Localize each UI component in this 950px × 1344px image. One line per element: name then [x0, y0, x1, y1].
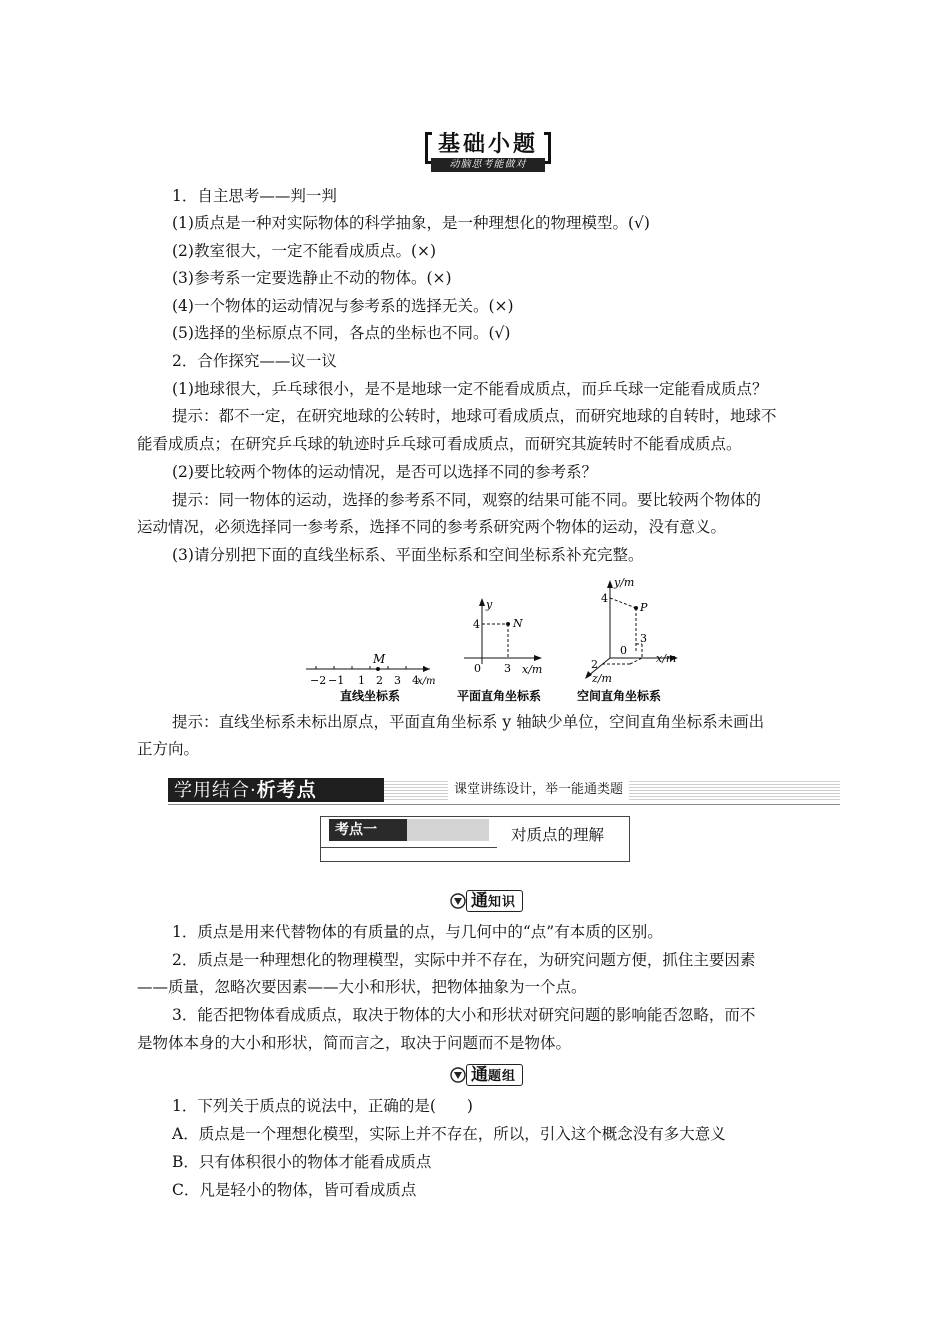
space-coordinate-figure — [577, 576, 678, 703]
plane-y-tick: 4 — [473, 618, 480, 631]
tong-group-badge — [450, 1064, 534, 1086]
plane-origin: 0 — [474, 662, 481, 675]
answer-1-line-2: 能看成质点；在研究乒乓球的轨迹时乒乓球可看成质点，而研究其旋转时不能看成质点。 — [137, 435, 742, 453]
question-3: (3)请分别把下面的直线坐标系、平面坐标系和空间坐标系补充完整。 — [172, 546, 644, 564]
answer-1-line-1: 提示：都不一定，在研究地球的公转时，地球可看成质点，而研究地球的自转时，地球不 — [172, 407, 777, 425]
judge-item-1: (1)质点是一种对实际物体的科学抽象，是一种理想化的物理模型。(√) — [172, 214, 650, 232]
knowledge-point-2-line-2: ——质量，忽略次要因素——大小和形状，把物体抽象为一个点。 — [137, 978, 587, 996]
knowledge-point-3-line-1: 3．能否把物体看成质点，取决于物体的大小和形状对研究问题的影响能否忽略，而不 — [172, 1006, 756, 1024]
line-tick-neg1: −1 — [328, 674, 345, 687]
tong-knowledge-small: 知识 — [488, 895, 517, 910]
knowledge-point-1: 1．质点是用来代替物体的有质量的点，与几何中的“点”有本质的区别。 — [172, 923, 663, 941]
plane-coordinate-figure — [457, 598, 542, 703]
banner-title-a: 学用结合· — [174, 780, 257, 801]
line-tick-2: 2 — [376, 674, 383, 687]
caption-line-coordinate: 直线坐标系 — [340, 689, 401, 703]
plane-x-label: x/m — [522, 663, 543, 676]
question-2: (2)要比较两个物体的运动情况，是否可以选择不同的参考系？ — [172, 463, 597, 481]
space-z-label: z/m — [592, 672, 612, 685]
space-origin: 0 — [620, 644, 627, 657]
section-banner — [168, 776, 840, 806]
space-x-label: x/m — [656, 652, 677, 665]
exercise-option-c: C．凡是轻小的物体，皆可看成质点 — [172, 1181, 417, 1199]
answer-2-line-2: 运动情况，必须选择同一参考系，选择不同的参考系研究两个物体的运动，没有意义。 — [137, 518, 727, 536]
kaodian-title: 对质点的理解 — [511, 826, 605, 844]
answer-3-line-1: 提示：直线坐标系未标出原点，平面直角坐标系 y 轴缺少单位，空间直角坐标系未画出 — [172, 713, 765, 731]
point-m-label: M — [373, 652, 386, 666]
point-n-marker — [506, 622, 510, 626]
point-n-label: N — [513, 617, 523, 630]
banner-title-b: 析考点 — [256, 779, 317, 801]
space-y-label: y/m — [614, 576, 635, 589]
line-tick-4: 4 — [412, 674, 419, 687]
judge-item-4: (4)一个物体的运动情况与参考系的选择无关。(×) — [172, 297, 514, 315]
caption-plane-coordinate: 平面直角坐标系 — [457, 689, 542, 703]
banner-title — [168, 778, 384, 802]
line-coordinate-figure — [306, 652, 436, 703]
space-z-tick: 2 — [591, 658, 598, 671]
kaodian-tag: 考点一 — [329, 819, 407, 841]
judge-item-5: (5)选择的坐标原点不同，各点的坐标也不同。(√) — [172, 324, 511, 342]
point-m-marker — [376, 667, 380, 671]
line-tick-3: 3 — [394, 674, 401, 687]
exercise-option-a: A．质点是一个理想化模型，实际上并不存在，所以，引入这个概念没有多大意义 — [172, 1125, 726, 1143]
tong-knowledge-badge — [450, 890, 534, 912]
line-unit: x/m — [417, 676, 436, 687]
tong-knowledge-big: 通 — [471, 891, 488, 911]
answer-2-line-1: 提示：同一物体的运动，选择的参考系不同，观察的结果可能不同。要比较两个物体的 — [172, 491, 762, 509]
exercise-option-b: B．只有体积很小的物体才能看成质点 — [172, 1153, 432, 1171]
knowledge-point-3-line-2: 是物体本身的大小和形状，简而言之，取决于问题而不是物体。 — [137, 1034, 572, 1052]
section-badge-basic — [423, 130, 553, 172]
tong-group-big: 通 — [471, 1065, 488, 1085]
badge-title: 基础小题 — [437, 132, 538, 157]
triangle-down-icon — [450, 893, 466, 909]
kaodian-box — [320, 816, 630, 862]
exercise-question: 1．下列关于质点的说法中，正确的是( ) — [172, 1097, 473, 1115]
point-p-label: P — [640, 601, 648, 614]
answer-3-line-2: 正方向。 — [137, 740, 200, 758]
triangle-down-icon — [450, 1067, 466, 1083]
plane-x-tick: 3 — [504, 662, 511, 675]
badge-subtitle: 动脑思考能做对 — [431, 158, 545, 172]
tong-group-small: 题组 — [488, 1069, 517, 1084]
question-1: (1)地球很大，乒乓球很小，是不是地球一定不能看成质点，而乒乓球一定能看成质点？ — [172, 380, 768, 398]
banner-rule — [168, 804, 840, 805]
plane-y-label: y — [486, 598, 493, 611]
kaodian-tag-bg — [329, 819, 489, 841]
space-x-tick: 3 — [640, 632, 647, 645]
heading-discuss: 2．合作探究——议一议 — [172, 352, 337, 370]
line-tick-neg2: −2 — [310, 674, 327, 687]
judge-item-3: (3)参考系一定要选静止不动的物体。(×) — [172, 269, 452, 287]
point-p-marker — [634, 606, 638, 610]
kaodian-rule — [321, 847, 497, 848]
knowledge-point-2-line-1: 2．质点是一种理想化的物理模型，实际中并不存在，为研究问题方便，抓住主要因素 — [172, 951, 756, 969]
tong-group-label — [466, 1064, 523, 1086]
caption-space-coordinate: 空间直角坐标系 — [577, 689, 662, 703]
banner-subtitle: 课堂讲练设计，举一能通类题 — [448, 780, 629, 800]
heading-self-think: 1．自主思考——判一判 — [172, 187, 337, 205]
coordinate-figures — [300, 572, 690, 708]
judge-item-2: (2)教室很大，一定不能看成质点。(×) — [172, 242, 437, 260]
tong-knowledge-label — [466, 890, 523, 912]
line-tick-1: 1 — [358, 674, 365, 687]
space-y-tick: 4 — [601, 592, 608, 605]
